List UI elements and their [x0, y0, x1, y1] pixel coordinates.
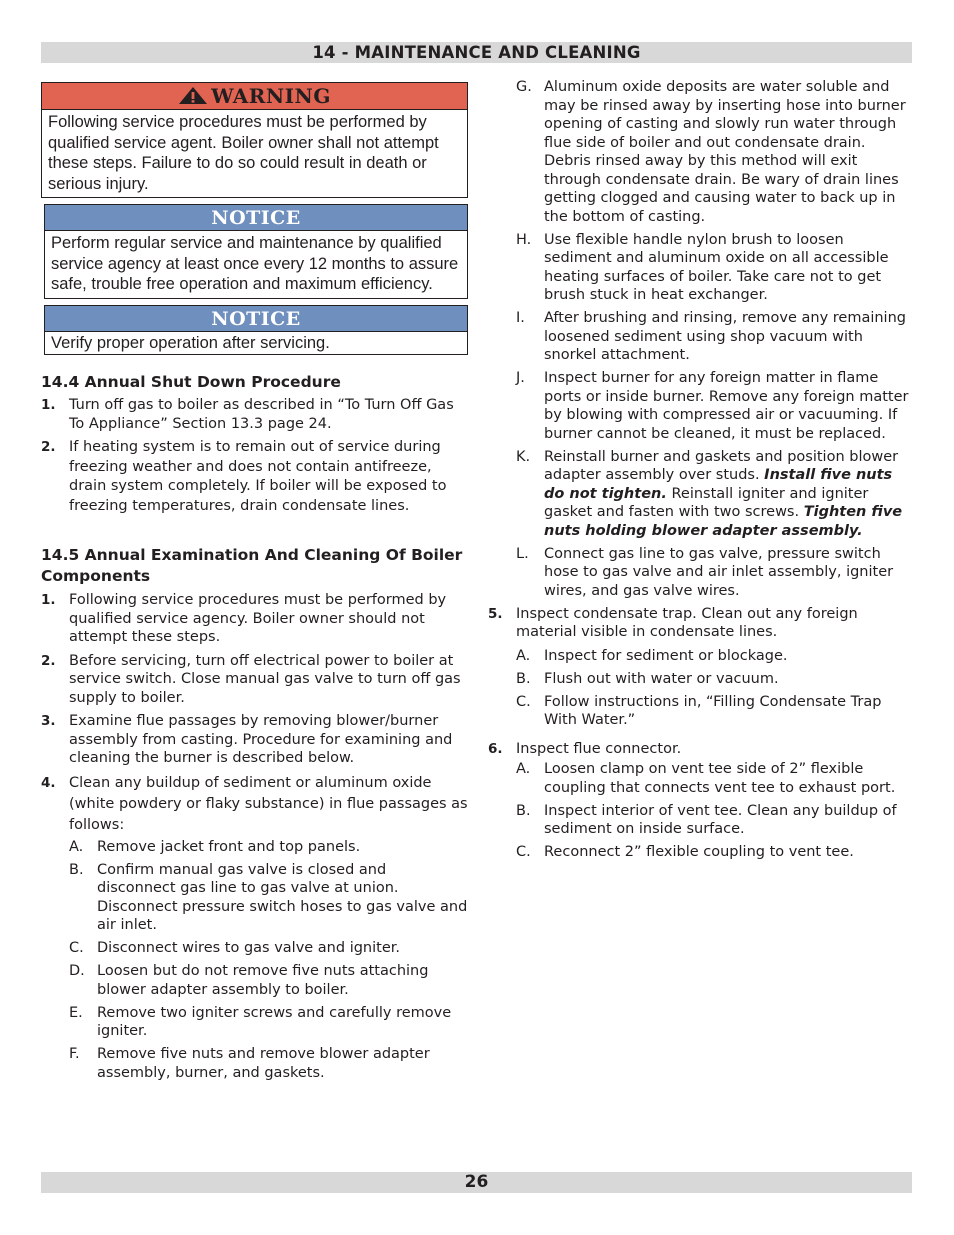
sub-step: E. Remove two igniter screws and carefully remove igniter. [69, 1004, 452, 1039]
sub-step: A. Remove jacket front and top panels. [69, 838, 361, 855]
sub-step: B. Flush out with water or vacuum. [516, 670, 779, 687]
right-column [488, 78, 914, 866]
list-item: 4. Clean any buildup of sediment or aluminum oxide (white powdery or flaky substance) in flue passages as follows: [41, 774, 468, 833]
sub-step: C. Disconnect wires to gas valve and igniter. [69, 940, 400, 956]
sub-step: I. After brushing and rinsing, remove any remaining loosened sediment using shop vacuum with snorkel attachment. [516, 310, 906, 363]
sub-step: L. Connect gas line to gas valve, pressure switch hose to gas valve and air inlet assembly, igniter wires, and gas valve wires. [516, 545, 894, 599]
sub-step: B. Inspect interior of vent tee. Clean any buildup of sediment on inside surface. [516, 802, 897, 837]
list-item: 3. Examine flue passages by removing blower/burner assembly from casting. Procedure for examining and cleaning the burner is described below. [41, 713, 453, 766]
section-14-4-heading: 14.4 Annual Shut Down Procedure [41, 373, 341, 391]
section-14-5-heading: 14.5 Annual Examination And Cleaning Of Boiler Components [41, 546, 463, 585]
notice-title: NOTICE [45, 306, 467, 332]
warning-title: WARNING [211, 84, 331, 108]
section-header: 14 - MAINTENANCE AND CLEANING [41, 42, 912, 63]
warning-triangle-icon [178, 86, 208, 105]
sub-step-list [488, 647, 914, 730]
notice-title: NOTICE [45, 205, 467, 231]
tighten-nuts-note: Tighten five nuts holding blower adapter assembly. [544, 504, 903, 539]
cleaning-steps [41, 591, 468, 1082]
warning-header [42, 83, 467, 110]
sub-step: A. Loosen clamp on vent tee side of 2” flexible coupling that connects vent tee to exhaust port. [516, 761, 896, 796]
warning-box [41, 82, 468, 198]
sub-step-list [41, 838, 468, 1083]
sub-step: A. Inspect for sediment or blockage. [516, 647, 788, 664]
sub-step: K. Reinstall burner and gaskets and position blower adapter assembly over studs. Install five nuts do not tighten. Reinstall igniter and igniter gasket and fasten with two screws. Tighten five nuts holding blower adapter assembly. [516, 448, 903, 539]
sub-step-list [488, 760, 914, 862]
notice-text: Perform regular service and maintenance by qualified service agency at least once every 12 months to assure safe, trouble free operation and maximum efficiency. [51, 234, 459, 293]
list-item: 2. If heating system is to remain out of service during freezing weather and does not contain antifreeze, drain system completely. If boiler will be exposed to freezing temperatures, drain condensate lines. [41, 439, 447, 514]
list-item: 1. Following service procedures must be performed by qualified service agency. Boiler owner should not attempt these steps. [41, 592, 447, 645]
sub-step: C. Reconnect 2” flexible coupling to vent tee. [516, 844, 854, 860]
list-item: 5. Inspect condensate trap. Clean out any foreign material visible in condensate lines. [488, 605, 858, 640]
sub-step: G. Aluminum oxide deposits are water soluble and may be rinsed away by inserting hose into burner opening of casting and slowly run water through flue side of boiler and out condensate drain. Debris rinsed away by this method will exit through condensate drain. Be wary of drain lines getting clogged and causing water to back up in the bottom of casting. [516, 79, 906, 225]
notice-box-verify [44, 305, 468, 356]
list-item: 6. Inspect flue connector. [488, 740, 682, 757]
warning-text: Following service procedures must be performed by qualified service agent. Boiler owner shall not attempt these steps. Failure to do so could result in death or serious injury. [48, 113, 439, 193]
sub-step-list [488, 78, 914, 600]
sub-step: F. Remove five nuts and remove blower adapter assembly, burner, and gaskets. [69, 1046, 430, 1081]
sub-step: B. Confirm manual gas valve is closed and disconnect gas line to gas valve at union. Disconnect pressure switch hoses to gas valve and air inlet. [69, 861, 468, 933]
shutdown-steps [41, 396, 468, 516]
list-item: 2. Before servicing, turn off electrical power to boiler at service switch. Close manual gas valve to turn off gas supply to boiler. [41, 652, 461, 706]
install-nuts-note: Install five nuts do not tighten. [544, 467, 893, 502]
left-column [41, 82, 468, 1087]
sub-step: J. Inspect burner for any foreign matter in flame ports or inside burner. Remove any foreign matter by blowing with compressed air or vacuuming. If burner cannot be cleaned, it must be replaced. [516, 370, 909, 442]
notice-box-maintenance [44, 204, 468, 299]
sub-step: D. Loosen but do not remove five nuts attaching blower adapter assembly to boiler. [69, 963, 429, 998]
sub-step: C. Follow instructions in, “Filling Condensate Trap With Water.” [516, 693, 882, 728]
notice-text: Verify proper operation after servicing. [51, 333, 330, 352]
sub-step: H. Use flexible handle nylon brush to loosen sediment and aluminum oxide on all accessible heating surfaces of boiler. Take care not to get brush stuck in heat exchanger. [516, 231, 889, 303]
page-number: 26 [41, 1172, 912, 1193]
list-item: 1. Turn off gas to boiler as described in “To Turn Off Gas To Appliance” Section 13.3 page 24. [41, 397, 454, 432]
